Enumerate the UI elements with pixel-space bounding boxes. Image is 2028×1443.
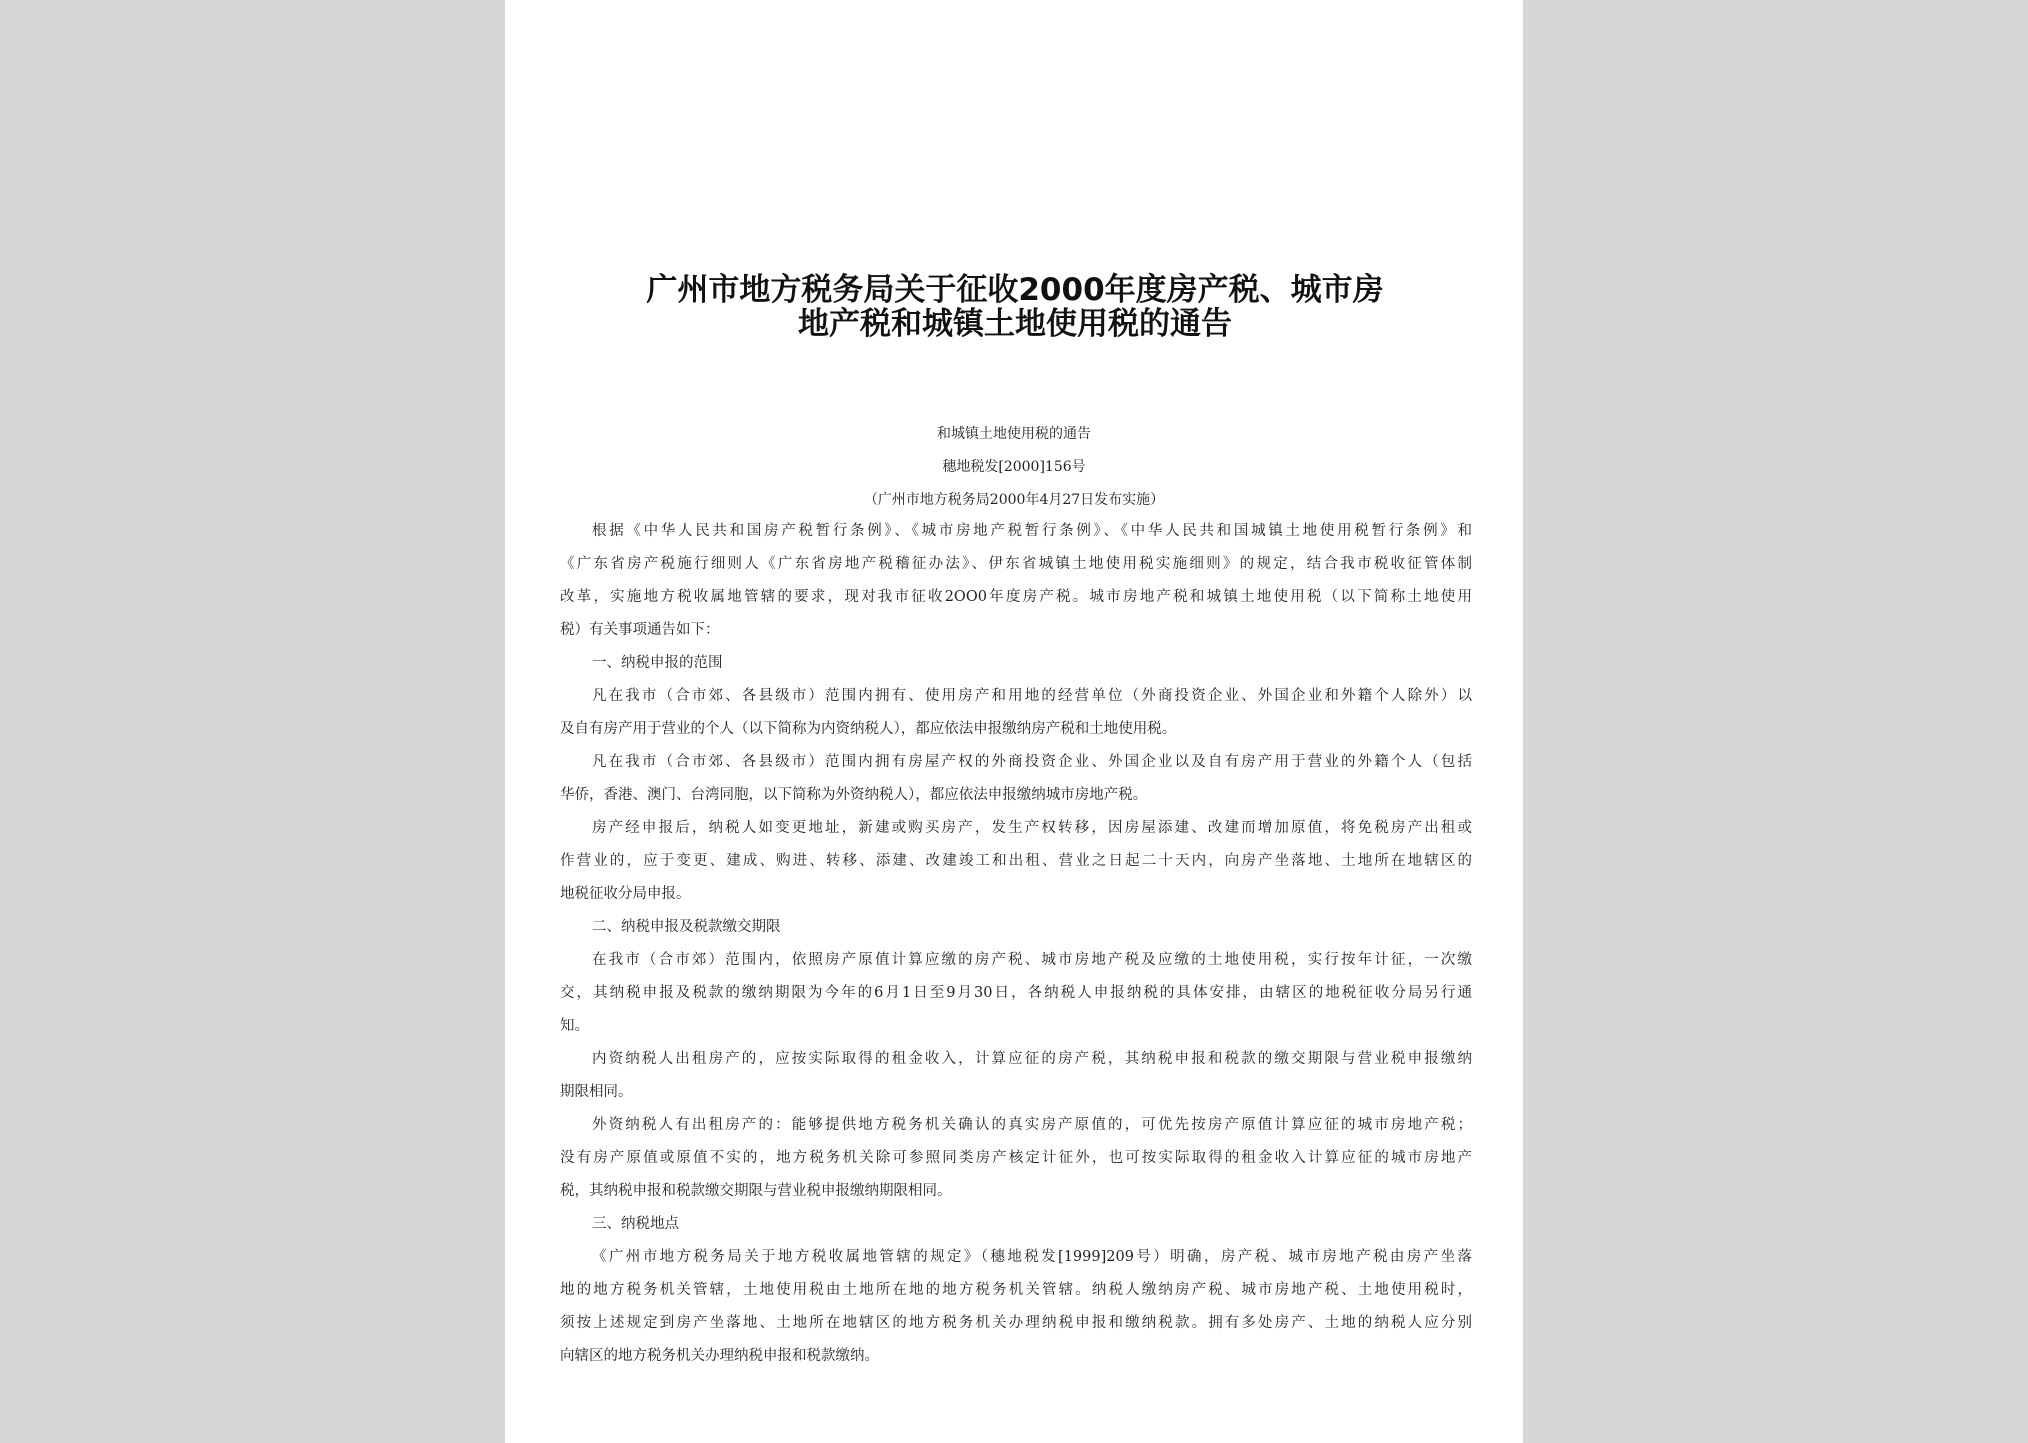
body-text-line: 交，其纳税申报及税款的缴纳期限为今年的6月1日至9月30日，各纳税人申报纳税的具体安排，由辖区的地税征收分局另行通 bbox=[560, 985, 1472, 1001]
body-text-line: 知。 bbox=[560, 1018, 589, 1034]
body-text-line: 《广东省房产税施行细则人《广东省房地产税稽征办法》、伊东省城镇土地使用税实施细则》的规定，结合我市税收征管体制 bbox=[560, 556, 1472, 572]
body-text-line: 改革，实施地方税收属地管辖的要求，现对我市征收2OO0年度房产税。城市房地产税和城镇土地使用税（以下简称土地使用 bbox=[560, 589, 1472, 605]
body-text-line: 税，其纳税申报和税款缴交期限与营业税申报缴纳期限相同。 bbox=[560, 1183, 952, 1199]
document-title-line-2: 地产税和城镇土地使用税的通告 bbox=[798, 306, 1232, 342]
body-text-line: 华侨，香港、澳门、台湾同胞，以下简称为外资纳税人），都应依法申报缴纳城市房地产税。 bbox=[560, 787, 1148, 803]
body-text-line: 凡在我市（合市郊、各县级市）范围内拥有、使用房产和用地的经营单位（外商投资企业、外国企业和外籍个人除外）以 bbox=[592, 688, 1472, 704]
body-text-line: 向辖区的地方税务机关办理纳税申报和税款缴纳。 bbox=[560, 1348, 879, 1364]
document-page bbox=[505, 0, 1523, 1443]
body-text-line: 税）有关事项通告如下： bbox=[560, 622, 720, 638]
issue-note: （广州市地方税务局2000年4月27日发布实施） bbox=[863, 492, 1165, 508]
body-text-line: 期限相同。 bbox=[560, 1084, 633, 1100]
body-text-line: 凡在我市（合市郊、各县级市）范围内拥有房屋产权的外商投资企业、外国企业以及自有房产用于营业的外籍个人（包括 bbox=[592, 754, 1472, 770]
body-text-line: 一、纳税申报的范围 bbox=[592, 655, 723, 671]
body-text-line: 没有房产原值或原值不实的，地方税务机关除可参照同类房产核定计征外，也可按实际取得的租金收入计算应征的城市房地产 bbox=[560, 1150, 1472, 1166]
document-number: 穗地税发[2000]156号 bbox=[942, 459, 1086, 475]
body-text-line: 地税征收分局申报。 bbox=[560, 886, 691, 902]
body-text-line: 在我市（合市郊）范围内，依照房产原值计算应缴的房产税、城市房地产税及应缴的土地使用税，实行按年计征，一次缴 bbox=[592, 952, 1472, 968]
body-text-line: 外资纳税人有出租房产的：能够提供地方税务机关确认的真实房产原值的，可优先按房产原值计算应征的城市房地产税； bbox=[592, 1117, 1472, 1133]
body-text-line: 二、纳税申报及税款缴交期限 bbox=[592, 919, 781, 935]
body-text-line: 房产经申报后，纳税人如变更地址，新建或购买房产，发生产权转移，因房屋添建、改建而增加原值，将免税房产出租或 bbox=[592, 820, 1472, 836]
body-text-line: 根据《中华人民共和国房产税暂行条例》、《城市房地产税暂行条例》、《中华人民共和国城镇土地使用税暂行条例》和 bbox=[592, 523, 1472, 539]
document-subtitle: 和城镇土地使用税的通告 bbox=[937, 426, 1091, 442]
body-text-line: 地的地方税务机关管辖，土地使用税由土地所在地的地方税务机关管辖。纳税人缴纳房产税、城市房地产税、土地使用税时， bbox=[560, 1282, 1472, 1298]
body-text-line: 三、纳税地点 bbox=[592, 1216, 679, 1232]
body-text-line: 及自有房产用于营业的个人（以下简称为内资纳税人），都应依法申报缴纳房产税和土地使用税。 bbox=[560, 721, 1177, 737]
body-text-line: 《广州市地方税务局关于地方税收属地管辖的规定》（穗地税发[1999]209号）明确，房产税、城市房地产税由房产坐落 bbox=[592, 1249, 1472, 1265]
body-text-line: 作营业的，应于变更、建成、购进、转移、添建、改建竣工和出租、营业之日起二十天内，向房产坐落地、土地所在地辖区的 bbox=[560, 853, 1472, 869]
body-text-line: 须按上述规定到房产坐落地、土地所在地辖区的地方税务机关办理纳税申报和缴纳税款。拥有多处房产、土地的纳税人应分别 bbox=[560, 1315, 1472, 1331]
body-text-line: 内资纳税人出租房产的，应按实际取得的租金收入，计算应征的房产税，其纳税申报和税款的缴交期限与营业税申报缴纳 bbox=[592, 1051, 1472, 1067]
document-title-line-1: 广州市地方税务局关于征收2000年度房产税、城市房 bbox=[646, 272, 1384, 308]
document-body bbox=[560, 515, 1472, 1373]
